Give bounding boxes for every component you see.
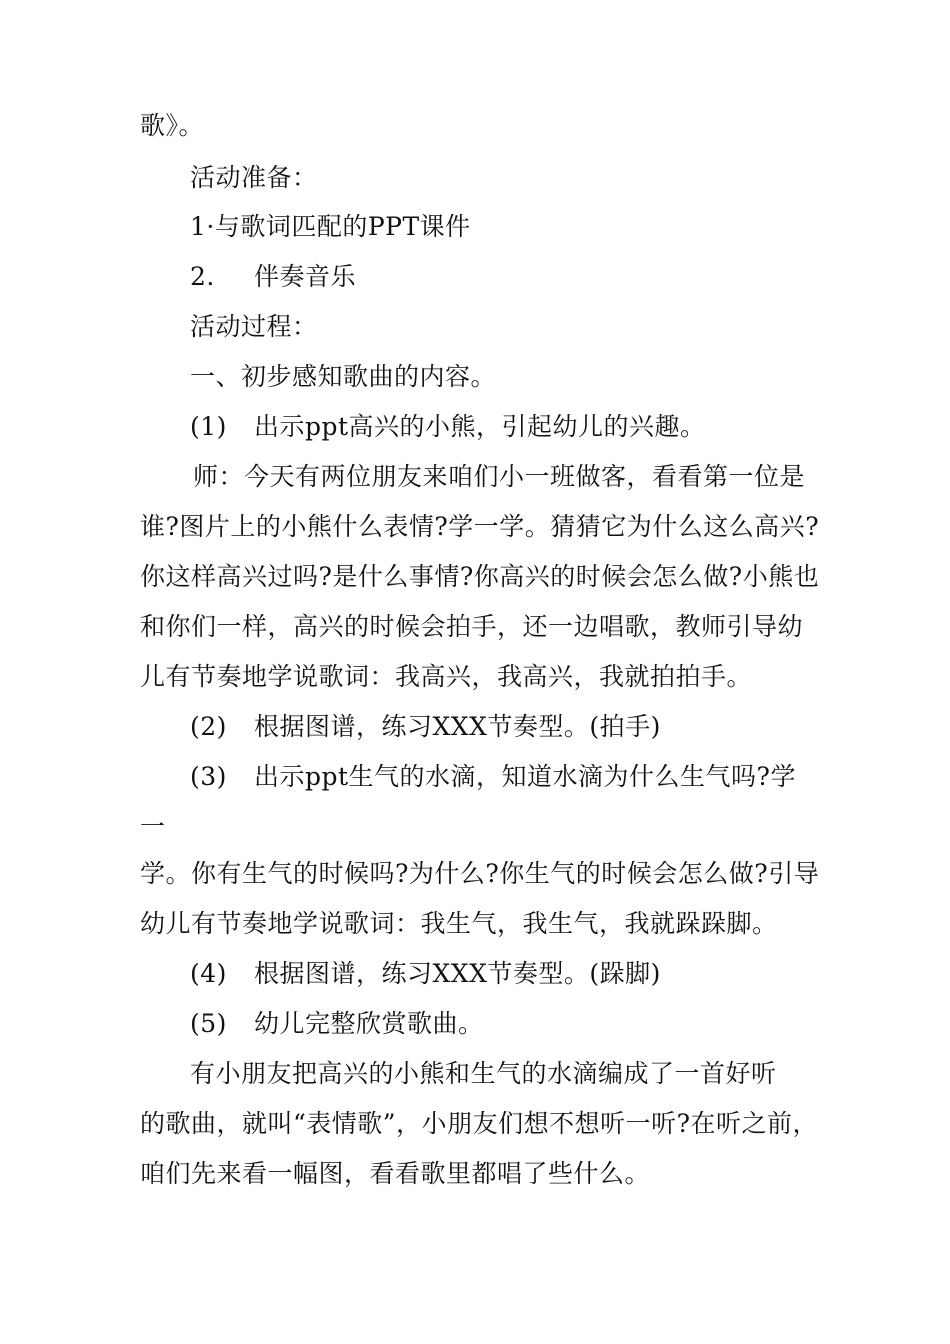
step-text: 根据图谱，练习XXX节奏型。(跺脚) [254, 959, 661, 988]
paragraph-line: 咱们先来看一幅图，看看歌里都唱了些什么。 [140, 1159, 651, 1188]
step-text: 出示ppt生气的水滴，知道水滴为什么生气吗?学 [254, 762, 796, 791]
step-number: (5) [190, 1009, 227, 1038]
paragraph-line: 一 [140, 812, 166, 841]
paragraph-line: 儿有节奏地学说歌词：我高兴，我高兴，我就拍拍手。 [140, 662, 753, 691]
paragraph-line: 师：今天有两位朋友来咱们小一班做客，看看第一位是 [193, 462, 806, 491]
list-number: 2. [190, 262, 215, 291]
step-item [190, 1008, 484, 1040]
step-number: (4) [190, 959, 227, 988]
step-item [190, 411, 706, 443]
step-number: (3) [190, 762, 227, 791]
list-item-text: 伴奏音乐 [254, 262, 357, 291]
paragraph-line: 的歌曲，就叫“表情歌”，小朋友们想不想听一听?在听之前， [140, 1109, 818, 1138]
step-number: (2) [190, 712, 227, 741]
list-item: 1·与歌词匹配的PPT课件 [190, 212, 471, 241]
list-item [190, 261, 356, 293]
paragraph-line: 有小朋友把高兴的小熊和生气的水滴编成了一首好听 [190, 1059, 777, 1088]
step-text: 根据图谱，练习XXX节奏型。(拍手) [254, 712, 661, 741]
paragraph-line: 你这样高兴过吗?是什么事情?你高兴的时候会怎么做?小熊也 [140, 562, 820, 591]
step-number: (1) [190, 412, 227, 441]
step-item [190, 711, 661, 743]
step-item [190, 761, 796, 793]
paragraph-line: 学。你有生气的时候吗?为什么?你生气的时候会怎么做?引导 [140, 859, 820, 888]
paragraph-line: 歌》。 [140, 111, 205, 140]
step-item [190, 958, 661, 990]
paragraph-line: 幼儿有节奏地学说歌词：我生气，我生气，我就跺跺脚。 [140, 909, 778, 938]
step-text: 出示ppt高兴的小熊，引起幼儿的兴趣。 [254, 412, 706, 441]
paragraph-line: 谁?图片上的小熊什么表情?学一学。猜猜它为什么这么高兴? [140, 512, 820, 541]
step-text: 幼儿完整欣赏歌曲。 [254, 1009, 484, 1038]
paragraph-line: 和你们一样，高兴的时候会拍手，还一边唱歌，教师引导幼 [140, 612, 804, 641]
subsection-heading: 一、初步感知歌曲的内容。 [190, 362, 497, 391]
section-heading-preparation: 活动准备： [190, 163, 318, 192]
section-heading-process: 活动过程： [190, 312, 318, 341]
